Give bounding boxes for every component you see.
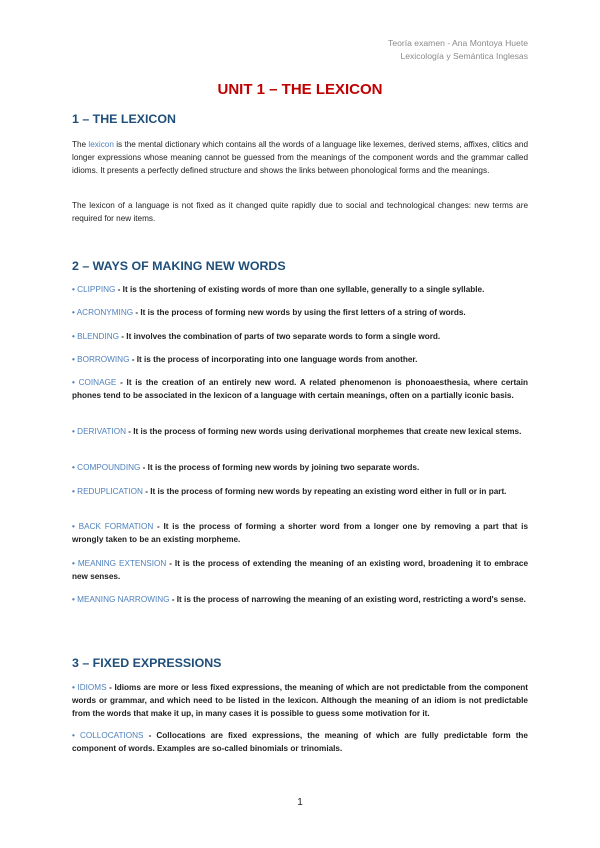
definition: - It is the process of forming new words by using the first letters of a string of words. bbox=[133, 308, 466, 317]
bullet: • bbox=[72, 595, 75, 604]
definition: - It is the shortening of existing words of more than one syllable, generally to a single syllable. bbox=[115, 285, 485, 294]
page-number: 1 bbox=[297, 797, 303, 808]
section-2-heading: 2 – WAYS OF MAKING NEW WORDS bbox=[72, 259, 286, 273]
list-item bbox=[72, 284, 528, 297]
term-back-formation: BACK FORMATION bbox=[78, 522, 154, 531]
bullet: • bbox=[72, 559, 75, 568]
list-item bbox=[72, 462, 528, 475]
list-item bbox=[72, 307, 528, 320]
term-collocations: COLLOCATIONS bbox=[79, 731, 144, 740]
term-meaning-extension: MEANING EXTENSION bbox=[77, 559, 167, 568]
bullet: • bbox=[72, 378, 75, 387]
lexicon-term: lexicon bbox=[88, 140, 114, 149]
definition: - It is the process of forming new words by joining two separate words. bbox=[140, 463, 420, 472]
unit-title: UNIT 1 – THE LEXICON bbox=[217, 81, 383, 98]
definition: - Collocations are fixed expressions, the meaning of which are fully predictable form the component of words. Examples are so-called binomials or trinomials. bbox=[72, 731, 528, 753]
bullet: • bbox=[72, 487, 75, 496]
lexicon-paragraph bbox=[72, 139, 528, 178]
definition: - It involves the combination of parts of two separate words to form a single word. bbox=[119, 332, 441, 341]
bullet: • bbox=[72, 463, 75, 472]
bullet: • bbox=[72, 683, 75, 692]
list-item bbox=[72, 426, 528, 439]
list-item bbox=[72, 354, 528, 367]
list-item bbox=[72, 730, 528, 756]
list-item bbox=[72, 682, 528, 721]
bullet: • bbox=[72, 427, 75, 436]
term-blending: BLENDING bbox=[77, 332, 120, 341]
section-3-heading: 3 – FIXED EXPRESSIONS bbox=[72, 656, 222, 670]
term-borrowing: BORROWING bbox=[77, 355, 130, 364]
term-meaning-narrowing: MEANING NARROWING bbox=[77, 595, 170, 604]
bullet: • bbox=[72, 285, 75, 294]
list-item bbox=[72, 331, 528, 344]
bullet: • bbox=[72, 355, 75, 364]
term-acronyming: ACRONYMING bbox=[76, 308, 134, 317]
bullet: • bbox=[72, 731, 75, 740]
lexicon-pre: The bbox=[72, 140, 89, 149]
list-item bbox=[72, 594, 528, 607]
section-1-heading: 1 – THE LEXICON bbox=[72, 112, 176, 126]
definition: - Idioms are more or less fixed expressions, the meaning of which are not predictable from the component words or grammar, and which need to be listed in the lexicon. Although the meaning of an idiom is not predictable from the words that make it up, in many cases it is possible to guess some motivation for it. bbox=[72, 683, 528, 718]
bullet: • bbox=[72, 308, 75, 317]
bullet: • bbox=[72, 522, 75, 531]
definition: - It is the process of narrowing the meaning of an existing word, restricting a word's sense. bbox=[169, 595, 526, 604]
term-coinage: COINAGE bbox=[78, 378, 117, 387]
header-subject: Lexicología y Semántica Inglesas bbox=[400, 51, 528, 61]
definition: - It is the process of forming a shorter word from a longer one by removing a part that is wrongly taken to be an existing morpheme. bbox=[72, 522, 529, 544]
definition: - It is the process of forming new words using derivational morphemes that create new lexical stems. bbox=[125, 427, 522, 436]
definition: - It is the creation of an entirely new word. A related phenomenon is phonoaesthesia, where certain phones tend to be associated in the lexicon of a language with certain meanings, often on a partially iconic basis. bbox=[72, 378, 529, 400]
header-author: Teoría examen - Ana Montoya Huete bbox=[388, 38, 528, 48]
running-header bbox=[388, 37, 528, 63]
list-item bbox=[72, 377, 528, 403]
definition: - It is the process of incorporating into one language words from another. bbox=[129, 355, 418, 364]
lexicon-paragraph-2: The lexicon of a language is not fixed as it changed quite rapidly due to social and technological changes: new terms are required for new items. bbox=[72, 201, 528, 223]
lexicon-text: is the mental dictionary which contains all the words of a language like lexemes, derived stems, affixes, clitics and longer expressions whose meaning cannot be guessed from the meanings of the component words and the grammar called idioms. It presents a perfectly defined structure and shows the links between phonological forms and the meanings. bbox=[72, 140, 528, 175]
definition: - It is the process of extending the meaning of an existing word, broadening it to embrace new senses. bbox=[72, 559, 528, 581]
list-item bbox=[72, 558, 528, 584]
list-item bbox=[72, 521, 528, 547]
term-idioms: IDIOMS bbox=[77, 683, 107, 692]
term-reduplication: REDUPLICATION bbox=[77, 487, 143, 496]
term-derivation: DERIVATION bbox=[77, 427, 126, 436]
term-compounding: COMPOUNDING bbox=[77, 463, 141, 472]
definition: - It is the process of forming new words by repeating an existing word either in full or in part. bbox=[142, 487, 507, 496]
bullet: • bbox=[72, 332, 75, 341]
list-item bbox=[72, 486, 528, 499]
term-clipping: CLIPPING bbox=[77, 285, 116, 294]
